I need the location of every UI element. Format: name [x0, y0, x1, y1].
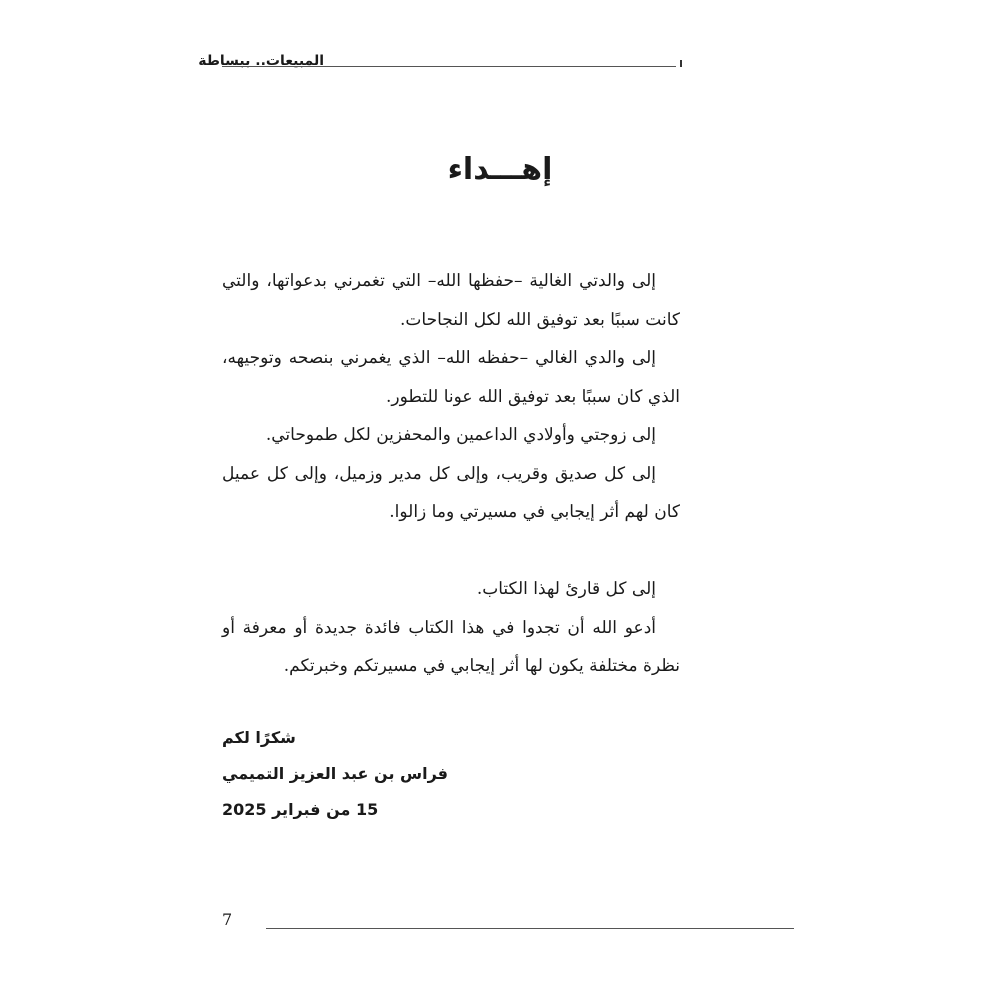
page-number: 7: [222, 910, 233, 929]
header-marker: [680, 60, 682, 67]
signoff-thanks: شكرًا لكم: [222, 728, 296, 747]
paragraph-friends: إلى كل صديق وقريب، وإلى كل مدير وزميل، وإلى كل عميل كان لهم أثر إيجابي في مسيرتي وما زالوا.: [222, 463, 680, 522]
paragraph-prayer: أدعو الله أن تجدوا في هذا الكتاب فائدة جديدة أو معرفة أو نظرة مختلفة يكون لها أثر إيجابي في مسيرتكم وخبرتكم.: [222, 617, 680, 676]
signoff-author: فراس بن عبد العزيز التميمي: [222, 764, 449, 783]
paragraph-reader: إلى كل قارئ لهذا الكتاب.: [476, 579, 656, 599]
running-header: [198, 50, 794, 74]
signoff: [222, 720, 680, 828]
paragraph-family: إلى زوجتي وأولادي الداعمين والمحفزين لكل طموحاتي.: [265, 425, 656, 445]
footer-rule: [266, 928, 794, 929]
page-title: إهـــداء: [447, 152, 553, 187]
paragraph-mother: إلى والدتي الغالية –حفظها الله– التي تغمرني بدعواتها، والتي كانت سببًا بعد توفيق الله لكل النجاحات.: [222, 271, 680, 330]
paragraph-spacer: [222, 532, 680, 571]
header-rule: [222, 66, 676, 67]
running-title: المبيعات.. ببساطة: [198, 53, 324, 69]
signoff-date: 15 من فبراير 2025: [222, 800, 379, 819]
paragraph-father: إلى والدي الغالي –حفظه الله– الذي يغمرني بنصحه وتوجيهه، الذي كان سببًا بعد توفيق الله عونا للتطور.: [222, 348, 680, 407]
dedication-body: [222, 262, 680, 686]
